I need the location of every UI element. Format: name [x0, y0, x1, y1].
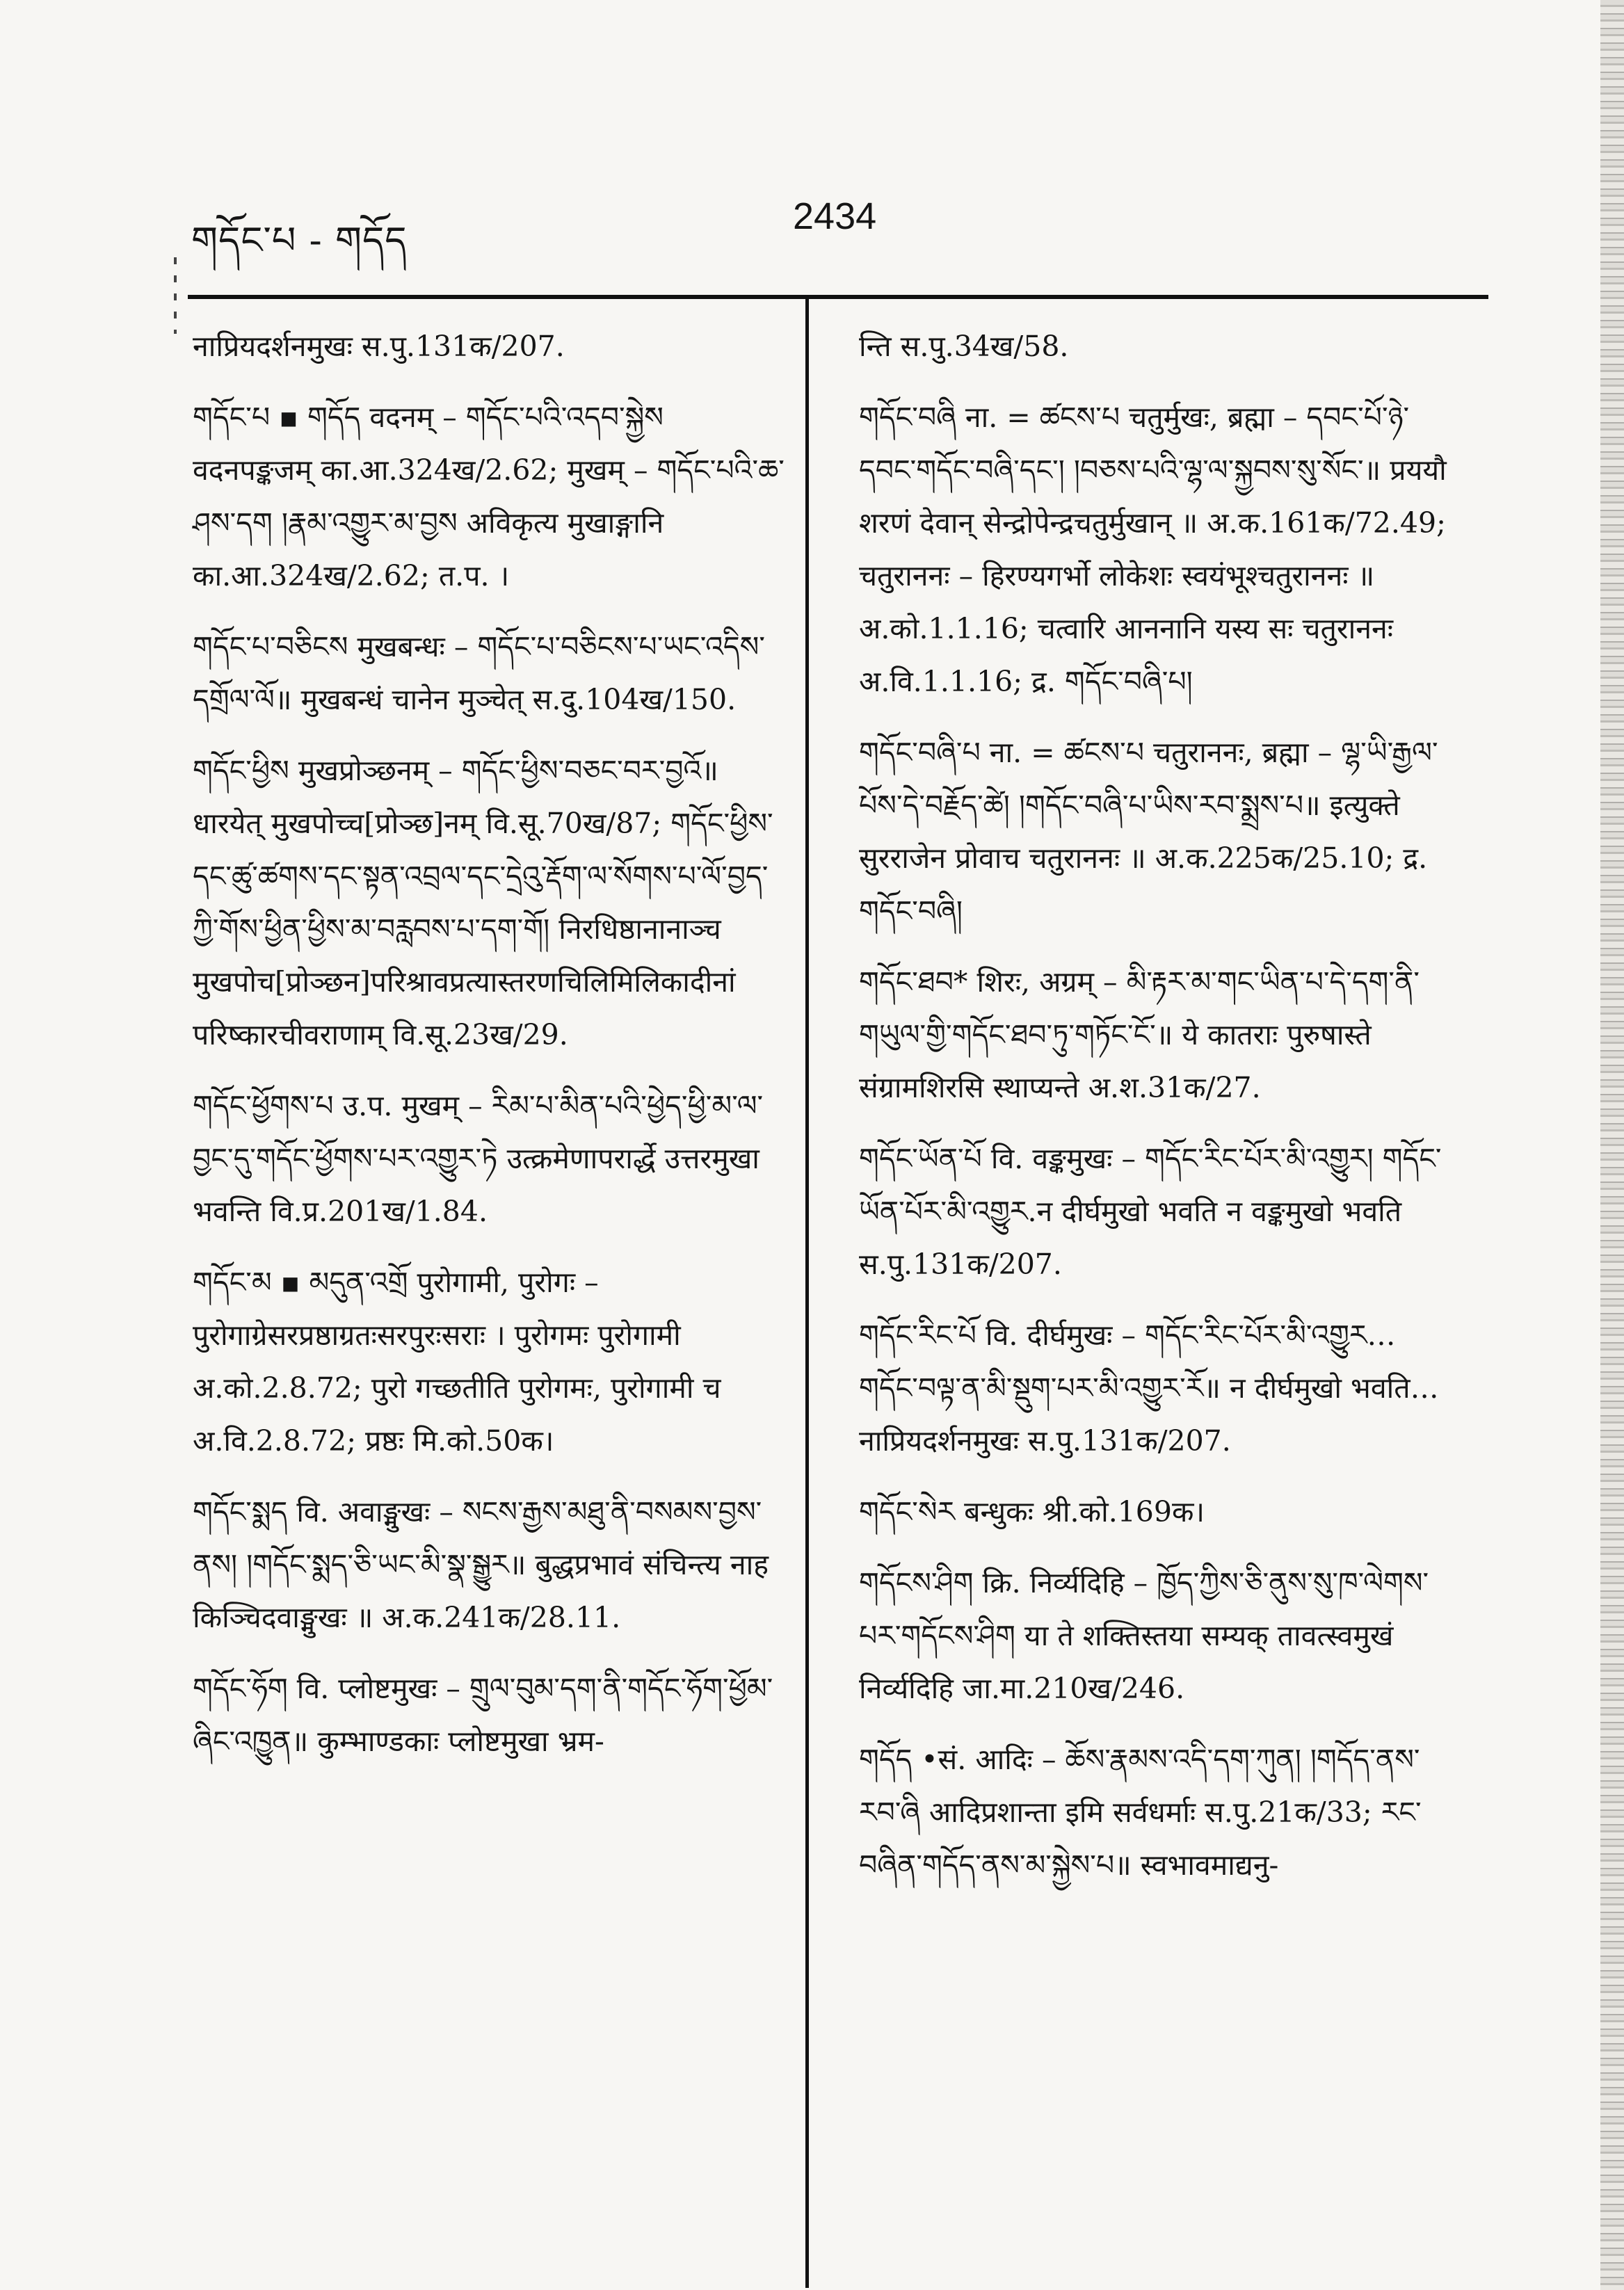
dictionary-entry: གདོད •सं. आदिः – ཆོས་རྣམས་འདི་དག་ཀུན། །གདོད་ནས་རབ་ཞི आदिप्रशान्ता इमि सर्वधर्माः स.पु.21क/33; རང་བཞིན་གདོད་ནས་མ་སྐྱེས་པ॥ स्वभावमाद्यनु-	[859, 1743, 1422, 1882]
dictionary-entry: གདོང་རིང་པོ वि. दीर्घमुखः – གདོང་རིང་པོར་མི་འགྱུར…གདོང་བལྟ་ན་མི་སྡུག་པར་མི་འགྱུར་རོ॥ न दीर्घमुखो भवति…नाप्रियदर्शनमुखः स.पु.131क/207.	[859, 1319, 1439, 1458]
right-column	[859, 320, 1454, 1910]
dictionary-entry: གདོང་ཕྱོགས་པ उ.प. मुखम् – རིམ་པ་མིན་པའི་ཕྱེད་ཕྱི་མ་ལ་བྱང་དུ་གདོང་ཕྱོགས་པར་འགྱུར་ཏེ उत्क्रमेणापरार्द्धे उत्तरमुखा भवन्ति वि.प्र.201ख/1.84.	[193, 1089, 764, 1228]
dictionary-entry: གདོང་ཐབ* शिरः, अग्रम् – མི་རྟར་མ་གང་ཡིན་པ་དེ་དག་ནི་གཡུལ་གྱི་གདོང་ཐབ་ཏུ་གཏོང་ངོ་॥ ये कातराः पुरुषास्ते संग्रामशिरसि स्थाप्यन्ते अ.श.31क/27.	[859, 965, 1420, 1104]
dictionary-entry: གདོང་ཡོན་པོ वि. वङ्कमुखः – གདོང་རིང་པོར་མི་འགྱུར། གདོང་ཡོན་པོར་མི་འགྱུར.न दीर्घमुखो भवति न वङ्कमुखो भवति स.पु.131क/207.	[859, 1142, 1442, 1281]
dictionary-entry: གདོང་བཞི་པ ना. = ཚངས་པ चतुराननः, ब्रह्मा – ལྷ་ཡི་རྒྱལ་པོས་དེ་བརྗོད་ཚེ། །གདོང་བཞི་པ་ཡིས་རབ་སྨྲས་པ॥ इत्युक्ते सुरराजेन प्रोवाच चतुराननः ॥ अ.क.225क/25.10; द्र. གདོང་བཞི།	[859, 736, 1438, 928]
dictionary-entry: གདོང་མ ▪ མདུན་འགྲོ पुरोगामी, पुरोगः – पुरोगाग्रेसरप्रष्ठाग्रतःसरपुरःसराः । पुरोगमः पुरोगामी अ.को.2.8.72; पुरो गच्छतीति पुरोगमः, पुरोगामी च अ.वि.2.8.72; प्रष्ठः मि.को.50क।	[193, 1266, 721, 1458]
dictionary-entry: གདོང་སྨད वि. अवाङ्मुखः – སངས་རྒྱས་མཐུ་ནི་བསམས་བྱས་ནས། །གདོང་སྨད་ཅི་ཡང་མི་སྣ་སྒྱུར॥ बुद्धप्रभावं संचिन्त्य नाह किञ्चिदवाङ्मुखः ॥ अ.क.241क/28.11.	[193, 1495, 769, 1634]
dictionary-entry: གདོངས་ཤིག क्रि. निर्व्यदिहि – ཁྱོད་ཀྱིས་ཅི་ནུས་སུ་ཁ་ལེགས་པར་གདོངས་ཤིག या ते शक्तिस्तया सम्यक् तावत्स्वमुखं निर्व्यदिहि जा.मा.210ख/246.	[859, 1566, 1429, 1705]
dictionary-entry: གདོང་སེར बन्धुकः श्री.को.169क।	[859, 1495, 1205, 1529]
column-divider	[805, 299, 809, 2288]
margin-ink-mark	[174, 257, 177, 334]
scan-edge-artifact	[1600, 0, 1624, 2290]
dictionary-entry: གདོང་ཕྱིས मुखप्रोञ्छनम् – གདོང་ཕྱིས་བཅང་བར་བྱའོ॥ धारयेत् मुखपोच्च[प्रोञ्छ]नम् वि.सू.70ख/87; གདོང་ཕྱིས་དང་ཚུ་ཚགས་དང་སྟན་འབྲལ་དང་དྲེའུ་རྡོག་ལ་སོགས་པ་ལོ་བྱད་ཀྱི་གོས་ཕྱིན་ཕྱིས་མ་བརླབས་པ་དག་གོ། निरधिष्ठानानाञ्च मुखपोच[प्रोञ्छन]परिश्रावप्रत्यास्तरणचिलिमिलिकादीनां परिष्कारचीवराणाम् वि.सू.23ख/29.	[193, 754, 773, 1051]
dictionary-entry: གདོང་པ་བཅིངས मुखबन्धः – གདོང་པ་བཅིངས་པ་ཡང་འདིས་དགྲོལ་ལོ॥ मुखबन्धं चानेन मुञ्चेत् स.दु.104ख/150.	[193, 630, 765, 716]
dictionary-entry: གདོང་ཧོག वि. प्लोष्टमुखः – གྲུལ་བུམ་དག་ནི་གདོང་ཧོག་ཕྱོམ་ཞིང་འཁྱུན॥ कुम्भाण्डकाः प्लोष्टमुखा भ्रम-	[193, 1672, 773, 1758]
dictionary-entry: न्ति स.पु.34ख/58.	[859, 330, 1069, 363]
dictionary-entry: གདོང་པ ▪ གདོད वदनम् – གདོང་པའི་འདབ་སྐྱེས वदनपङ्कजम् का.आ.324ख/2.62; मुखम् – གདོང་པའི་ཆ་ཤས་དག །རྣམ་འགྱུར་མ་བྱས अविकृत्य मुखाङ्गानि का.आ.324ख/2.62; त.प. ।	[193, 401, 785, 592]
dictionary-entry: नाप्रियदर्शनमुखः स.पु.131क/207.	[193, 330, 565, 363]
page-number: 2434	[793, 195, 877, 237]
left-column	[193, 320, 787, 1786]
dictionary-entry: གདོང་བཞི ना. = ཚངས་པ चतुर्मुखः, ब्रह्मा – དབང་པོ་ཉེ་དབང་གདོང་བཞི་དང་། །བཅས་པའི་ལྷ་ལ་སྐྱབས་སུ་སོང་॥ प्रययौ शरणं देवान् सेन्द्रोपेन्द्रचतुर्मुखान् ॥ अ.क.161क/72.49; चतुराननः – हिरण्यगर्भो लोकेशः स्वयंभूश्चतुराननः ॥ अ.को.1.1.16; चत्वारि आननानि यस्य सः चतुराननः अ.वि.1.1.16; द्र. གདོང་བཞི་པ།	[859, 401, 1447, 698]
header-rule	[188, 295, 1488, 299]
running-head: གདོང་པ - གདོད	[191, 218, 408, 262]
